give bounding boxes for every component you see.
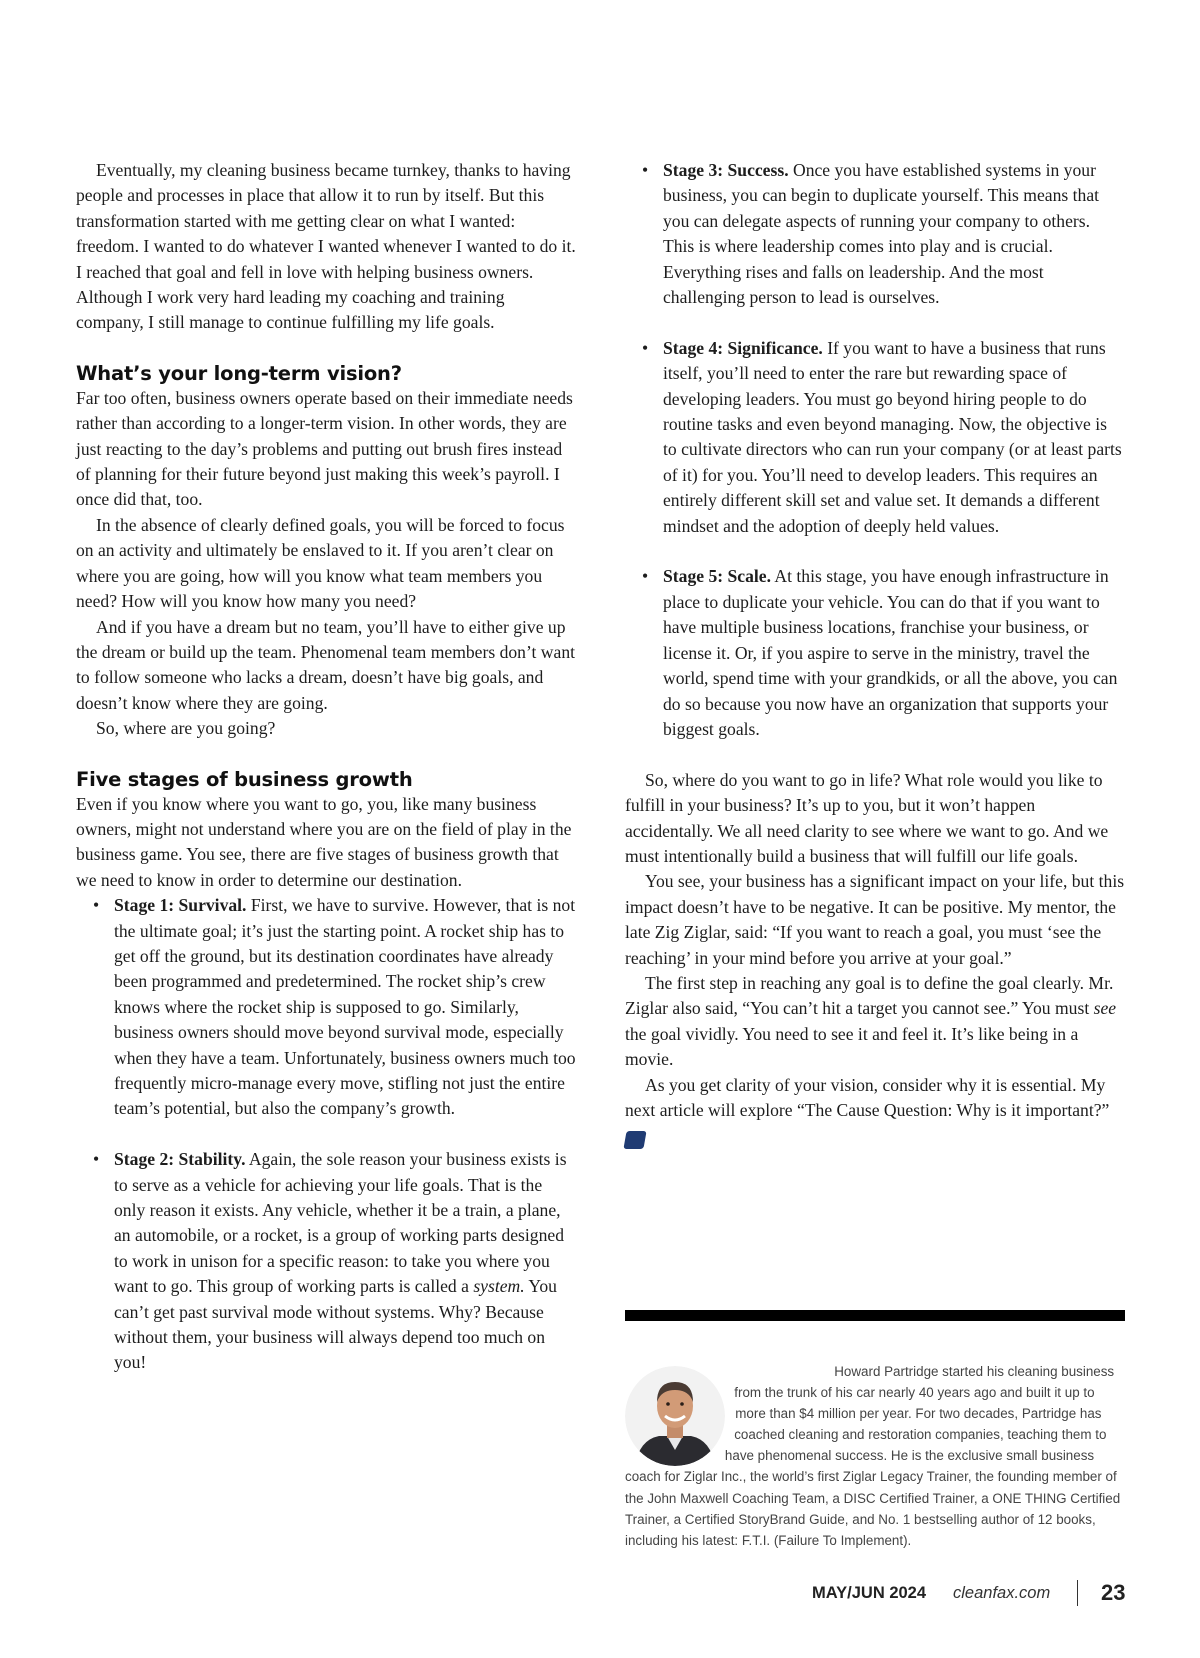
stage-item-success xyxy=(625,158,1125,310)
closing-text: The first step in reaching any goal is to define the goal clearly. Mr. Ziglar also said, “You can’t hit a target you cannot see.” You must xyxy=(625,972,1114,1019)
stage-label: Stage 1: Survival. xyxy=(114,895,247,916)
stage-text: First, we have to survive. However, that is not the ultimate goal; it’s just the starting point. A rocket ship has to get off the ground, but its destination coordinates have already been programmed and predetermined. The rocket ship’s crew knows where the rocket ship is supposed to go. Similarly, business owners should move beyond survival mode, especially when they have a team. Unfortunately, business owners much too frequently micro-manage every move, stifling not just the entire team’s potential, but also the company’s growth. xyxy=(114,895,576,1119)
bio-text: Howard Partridge started his cleaning business from the trunk of his car nearly 40 years ago and built it up to more than $4 million per year. For two decades, Partridge has coached cleaning and restoration companies, teaching them to have phenomenal success. He is the exclusive small business coach for Ziglar Inc., the world’s first Ziglar Legacy Trainer, the founding member of the John Maxwell Coaching Team, a DISC Certified Trainer, a ONE THING Certified Trainer, a Certified StoryBrand Guide, and No. 1 bestselling author of 12 books, including his latest: F.T.I. (Failure To Implement). xyxy=(625,1364,1121,1548)
stage-label: Stage 3: Success. xyxy=(663,160,789,180)
section-heading-vision: What’s your long-term vision? xyxy=(76,361,402,385)
stage-item-stability xyxy=(76,1147,576,1376)
stages-intro-paragraph: Even if you know where you want to go, you, like many business owners, might not understand where you are on the field of play in the business game. You see, there are five stages of business growth that we need to know in order to determine our destination. xyxy=(76,793,572,890)
site-link[interactable]: cleanfax.com xyxy=(953,1584,1051,1602)
right-column xyxy=(625,158,1125,1149)
vision-paragraph-1: Far too often, business owners operate based on their immediate needs rather than according to a longer-term vision. In other words, they are just reacting to the day’s problems and putting out brush fires instead of planning for their future beyond just making this week’s payroll. I once did that, too. xyxy=(76,387,573,510)
left-column xyxy=(76,158,576,1376)
bullet-icon: • xyxy=(93,895,100,916)
closing-paragraph-1: So, where do you want to go in life? What role would you like to fulfill in your business? It’s up to you, but it won’t happen accidentally. We all need clarity to see where we want to go. And we must intentionally build a business that will fulfill our life goals. xyxy=(625,769,1109,866)
section-divider-rule xyxy=(625,1310,1125,1321)
page-number: 23 xyxy=(1101,1580,1126,1605)
closing-paragraph-3 xyxy=(625,971,1125,1073)
stage-text: At this stage, you have enough infrastructure in place to duplicate your vehicle. You can do that if you want to have multiple business locations, franchise your business, or license it. Or, if you aspire to serve in the ministry, travel the world, spend time with your grandkids, or all the above, you can do so because you now have an organization that supports your biggest goals. xyxy=(663,566,1118,739)
vision-paragraph-3: And if you have a dream but no team, you’ll have to either give up the dream or build up the team. Phenomenal team members don’t want to follow someone who lacks a dream, doesn’t have big goals, and doesn’t know where they are going. xyxy=(76,616,576,713)
intro-paragraph: Eventually, my cleaning business became turnkey, thanks to having people and processes in place that allow it to run by itself. But this transformation started with me getting clear on what I wanted: freedom. I wanted to do whatever I wanted whenever I wanted to do it. I reached that goal and fell in love with helping business owners. Although I work very hard leading my coaching and training company, I still manage to continue fulfilling my life goals. xyxy=(76,160,576,333)
bullet-icon: • xyxy=(642,160,649,180)
footer-divider xyxy=(1077,1580,1078,1606)
stage-emphasis: system. xyxy=(473,1276,525,1297)
cleanfax-logo-icon: CF xyxy=(623,1131,646,1149)
bullet-icon: • xyxy=(642,337,649,358)
closing-emphasis: see xyxy=(1093,998,1117,1019)
closing-text: As you get clarity of your vision, consider why it is essential. My next article will explore “The Cause Question: Why is it important?” xyxy=(625,1074,1110,1120)
bullet-icon: • xyxy=(93,1149,100,1170)
stage-label: Stage 4: Significance. xyxy=(663,337,823,358)
bullet-icon: • xyxy=(642,566,649,587)
author-photo xyxy=(625,1366,725,1466)
stages-list-right xyxy=(625,158,1125,742)
closing-text-continued: the goal vividly. You need to see it and feel it. It’s like being in a movie. xyxy=(625,1023,1079,1070)
stage-item-scale xyxy=(625,564,1125,742)
stage-label: Stage 2: Stability. xyxy=(114,1149,246,1170)
author-bio xyxy=(625,1361,1125,1551)
author-portrait-icon xyxy=(625,1366,725,1466)
stage-text: Again, the sole reason your business exists is to serve as a vehicle for achieving your life goals. That is the only reason it exists. Any vehicle, whether it be a train, a plane, an automobile, or a rocket, is a group of working parts designed to work in unison for a specific reason: to take you where you want to go. This group of working parts is called a xyxy=(114,1149,567,1297)
section-heading-stages: Five stages of business growth xyxy=(76,767,413,791)
closing-paragraph-2: You see, your business has a significant impact on your life, but this impact doesn’t have to be negative. It can be positive. My mentor, the late Zig Ziglar, said: “If you want to reach a goal, you must ‘see the reaching’ in your mind before you arrive at your goal.” xyxy=(625,871,1125,968)
stages-list-left xyxy=(76,893,576,1376)
closing-paragraph-4 xyxy=(625,1073,1125,1150)
issue-date: MAY/JUN 2024 xyxy=(812,1584,927,1602)
stage-item-survival xyxy=(76,893,576,1122)
vision-paragraph-2: In the absence of clearly defined goals, you will be forced to focus on an activity and ultimately be enslaved to it. If you aren’t clear on where you are going, how will you know what team members you need? How will you know how many you need? xyxy=(76,514,565,612)
stage-text: If you want to have a business that runs itself, you’ll need to enter the rare but rewarding space of developing leaders. You must go beyond hiring people to do routine tasks and even beyond managing. Now, the objective is to cultivate directors who can run your company (or at least parts of it) for you. You’ll need to develop leaders. This requires an entirely different skill set and value set. It demands a different mindset and the adoption of deeply held values. xyxy=(663,337,1122,536)
stage-label: Stage 5: Scale. xyxy=(663,566,771,587)
stage-item-significance xyxy=(625,336,1125,539)
stage-text-continued: You can’t get past survival mode without systems. Why? Because without them, your business will always depend too much on you! xyxy=(114,1276,557,1373)
vision-paragraph-4: So, where are you going? xyxy=(96,718,276,739)
stage-text: Once you have established systems in your business, you can begin to duplicate yourself. This means that you can delegate aspects of running your company to others. This is where leadership comes into play and is crucial. Everything rises and falls on leadership. And the most challenging person to lead is ourselves. xyxy=(663,160,1100,308)
